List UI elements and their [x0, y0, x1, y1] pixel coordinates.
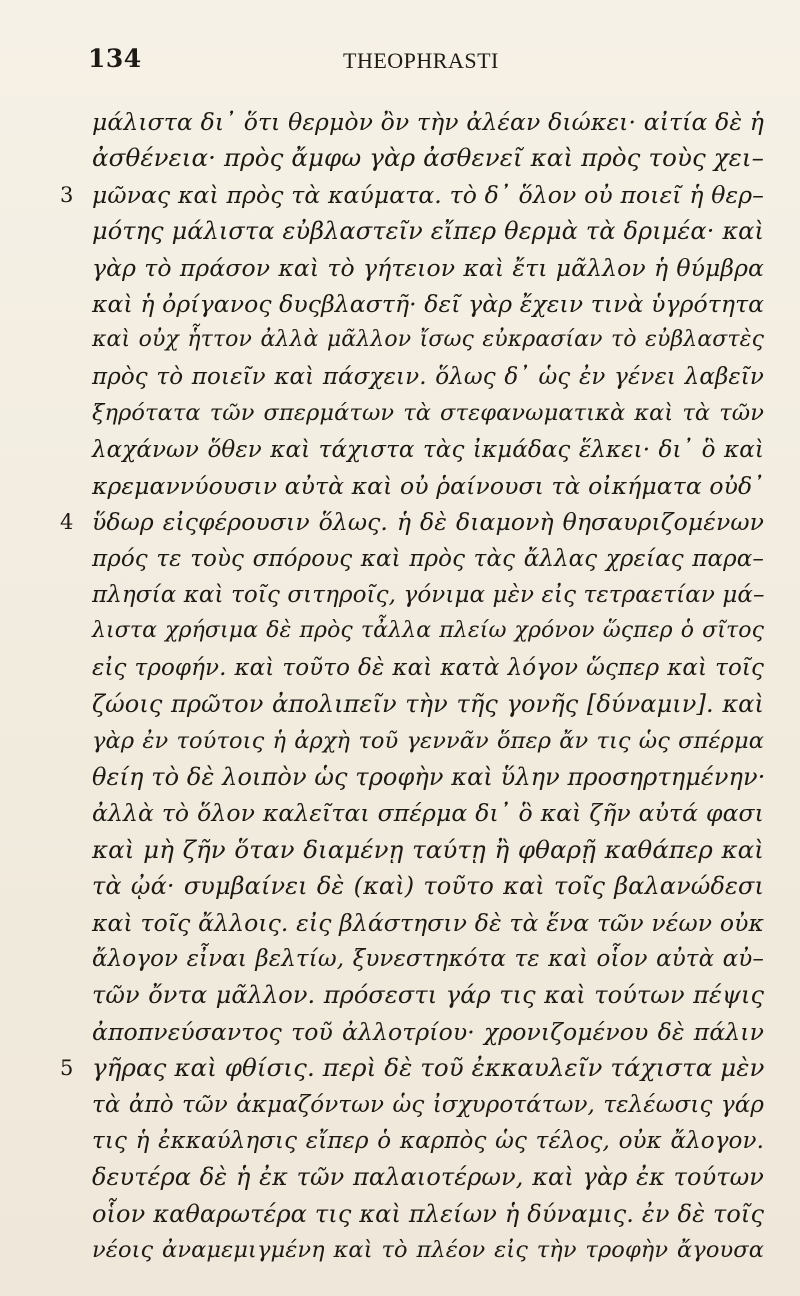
text-line	[0, 395, 800, 431]
line-text: καὶ οὐχ ἧττον ἀλλὰ μᾶλλον ἴσως εὐκρασίαν τὸ εὐβλαστὲς	[92, 327, 764, 353]
line-text: τις ἡ ἐκκαύλησις εἴπερ ὁ καρπὸς ὡς τέλος, οὐκ ἄλογον.	[92, 1127, 764, 1154]
text-line	[0, 1087, 800, 1123]
section-number: 5	[60, 1056, 74, 1081]
line-text: μάλιστα δι᾽ ὅτι θερμὸν ὂν τὴν ἀλέαν διώκει· αἰτία δὲ ἡ	[92, 108, 764, 136]
line-text: νέοις ἀναμεμιγμένη καὶ τὸ πλέον εἰς τὴν τροφὴν ἄγουσα	[92, 1237, 764, 1264]
text-line	[0, 795, 800, 831]
line-text: ζώοις πρῶτον ἀπολιπεῖν τὴν τῆς γονῆς [δύναμιν]. καὶ	[92, 690, 764, 719]
text-line	[0, 868, 800, 904]
text-line	[0, 541, 800, 577]
text-line	[0, 322, 800, 358]
text-line	[0, 1232, 800, 1268]
line-text: μῶνας καὶ πρὸς τὰ καύματα. τὸ δ᾽ ὅλον οὐ ποιεῖ ἡ θερ–	[92, 180, 764, 209]
text-line	[0, 1050, 800, 1086]
text-line	[0, 286, 800, 322]
text-line	[0, 832, 800, 868]
text-line	[0, 213, 800, 249]
line-text: γῆρας καὶ φθίσις. περὶ δὲ τοῦ ἐκκαυλεῖν τάχιστα μὲν	[92, 1053, 765, 1083]
line-text: γὰρ τὸ πράσον καὶ τὸ γήτειον καὶ ἔτι μᾶλλον ἡ θύμβρα	[92, 253, 764, 282]
text-line	[0, 577, 800, 613]
section-number: 4	[60, 510, 74, 535]
text-line	[0, 504, 800, 540]
text-line	[0, 1159, 800, 1195]
text-line	[0, 1014, 800, 1050]
text-line	[0, 650, 800, 686]
text-line	[0, 759, 800, 795]
line-text: τὰ ᾠά· συμβαίνει δὲ (καὶ) τοῦτο καὶ τοῖς βαλανώδεσι	[92, 872, 764, 901]
text-line	[0, 941, 800, 977]
page-header	[88, 44, 768, 84]
line-text: εἰς τροφήν. καὶ τοῦτο δὲ καὶ κατὰ λόγον ὥςπερ καὶ τοῖς	[92, 654, 764, 681]
line-text: πρός τε τοὺς σπόρους καὶ πρὸς τὰς ἄλλας χρείας παρα–	[92, 545, 764, 572]
running-head: THEOPHRASTI	[343, 48, 499, 73]
text-line	[0, 686, 800, 722]
line-text: γὰρ ἐν τούτοις ἡ ἀρχὴ τοῦ γεννᾶν ὅπερ ἄν τις ὡς σπέρμα	[92, 727, 764, 754]
text-line	[0, 140, 800, 176]
text-line	[0, 468, 800, 504]
line-text: καὶ μὴ ζῆν ὅταν διαμένῃ ταύτῃ ἢ φθαρῇ καθάπερ καὶ	[92, 834, 764, 864]
text-line	[0, 250, 800, 286]
text-line	[0, 1123, 800, 1159]
line-text: ἀποπνεύσαντος τοῦ ἀλλοτρίου· χρονιζομένου δὲ πάλιν	[92, 1017, 764, 1046]
line-text: ἄλογον εἶναι βελτίω, ξυνεστηκότα τε καὶ οἷον αὐτὰ αὐ–	[92, 945, 764, 972]
line-text: καὶ ἡ ὀρίγανος δυςβλαστῆ· δεῖ γὰρ ἔχειν τινὰ ὑγρότητα	[92, 289, 765, 318]
line-text: πρὸς τὸ ποιεῖν καὶ πάσχειν. ὅλως δ᾽ ὡς ἐν γένει λαβεῖν	[92, 363, 764, 390]
line-text: τῶν ὄντα μᾶλλον. πρόσεστι γάρ τις καὶ τούτων πέψις	[92, 981, 764, 1010]
line-text: ἀλλὰ τὸ ὅλον καλεῖται σπέρμα δι᾽ ὃ καὶ ζῆν αὐτά φασι	[92, 799, 764, 828]
line-text: λαχάνων ὅθεν καὶ τάχιστα τὰς ἰκμάδας ἕλκει· δι᾽ ὃ καὶ	[92, 436, 764, 463]
line-text: ὕδωρ εἰςφέρουσιν ὅλως. ἡ δὲ διαμονὴ θησαυριζομένων	[92, 508, 764, 537]
line-text: καὶ τοῖς ἄλλοις. εἰς βλάστησιν δὲ τὰ ἕνα τῶν νέων οὐκ	[92, 908, 764, 937]
line-text: οἷον καθαρωτέρα τις καὶ πλείων ἡ δύναμις. ἐν δὲ τοῖς	[92, 1199, 764, 1228]
text-line	[0, 905, 800, 941]
text-line	[0, 977, 800, 1013]
section-number: 3	[60, 182, 74, 207]
line-text: πλησία καὶ τοῖς σιτηροῖς, γόνιμα μὲν εἰς τετραετίαν μά–	[92, 582, 765, 609]
text-line	[0, 177, 800, 213]
text-line	[0, 613, 800, 649]
line-text: μότης μάλιστα εὐβλαστεῖν εἴπερ θερμὰ τὰ δριμέα· καὶ	[92, 217, 764, 246]
body-text	[0, 104, 800, 1269]
text-line	[0, 1196, 800, 1232]
line-text: λιστα χρήσιμα δὲ πρὸς τἆλλα πλείω χρόνον ὥςπερ ὁ σῖτος	[92, 618, 764, 644]
text-line	[0, 104, 800, 140]
line-text: τὰ ἀπὸ τῶν ἀκμαζόντων ὡς ἰσχυροτάτων, τελέωσις γάρ	[92, 1091, 764, 1118]
line-text: ἀσθένεια· πρὸς ἄμφω γὰρ ἀσθενεῖ καὶ πρὸς τοὺς χει–	[92, 143, 764, 173]
text-line	[0, 432, 800, 468]
line-text: ξηρότατα τῶν σπερμάτων τὰ στεφανωματικὰ καὶ τὰ τῶν	[92, 400, 764, 427]
line-text: θείη τὸ δὲ λοιπὸν ὡς τροφὴν καὶ ὕλην προσηρτημένην·	[92, 763, 766, 792]
text-line	[0, 723, 800, 759]
line-text: κρεμαννύουσιν αὐτὰ καὶ οὐ ῥαίνουσι τὰ οἰκήματα οὐδ᾽	[92, 471, 765, 500]
line-text: δευτέρα δὲ ἡ ἐκ τῶν παλαιοτέρων, καὶ γὰρ ἐκ τούτων	[92, 1163, 764, 1192]
page-number: 134	[88, 44, 142, 73]
text-line	[0, 359, 800, 395]
